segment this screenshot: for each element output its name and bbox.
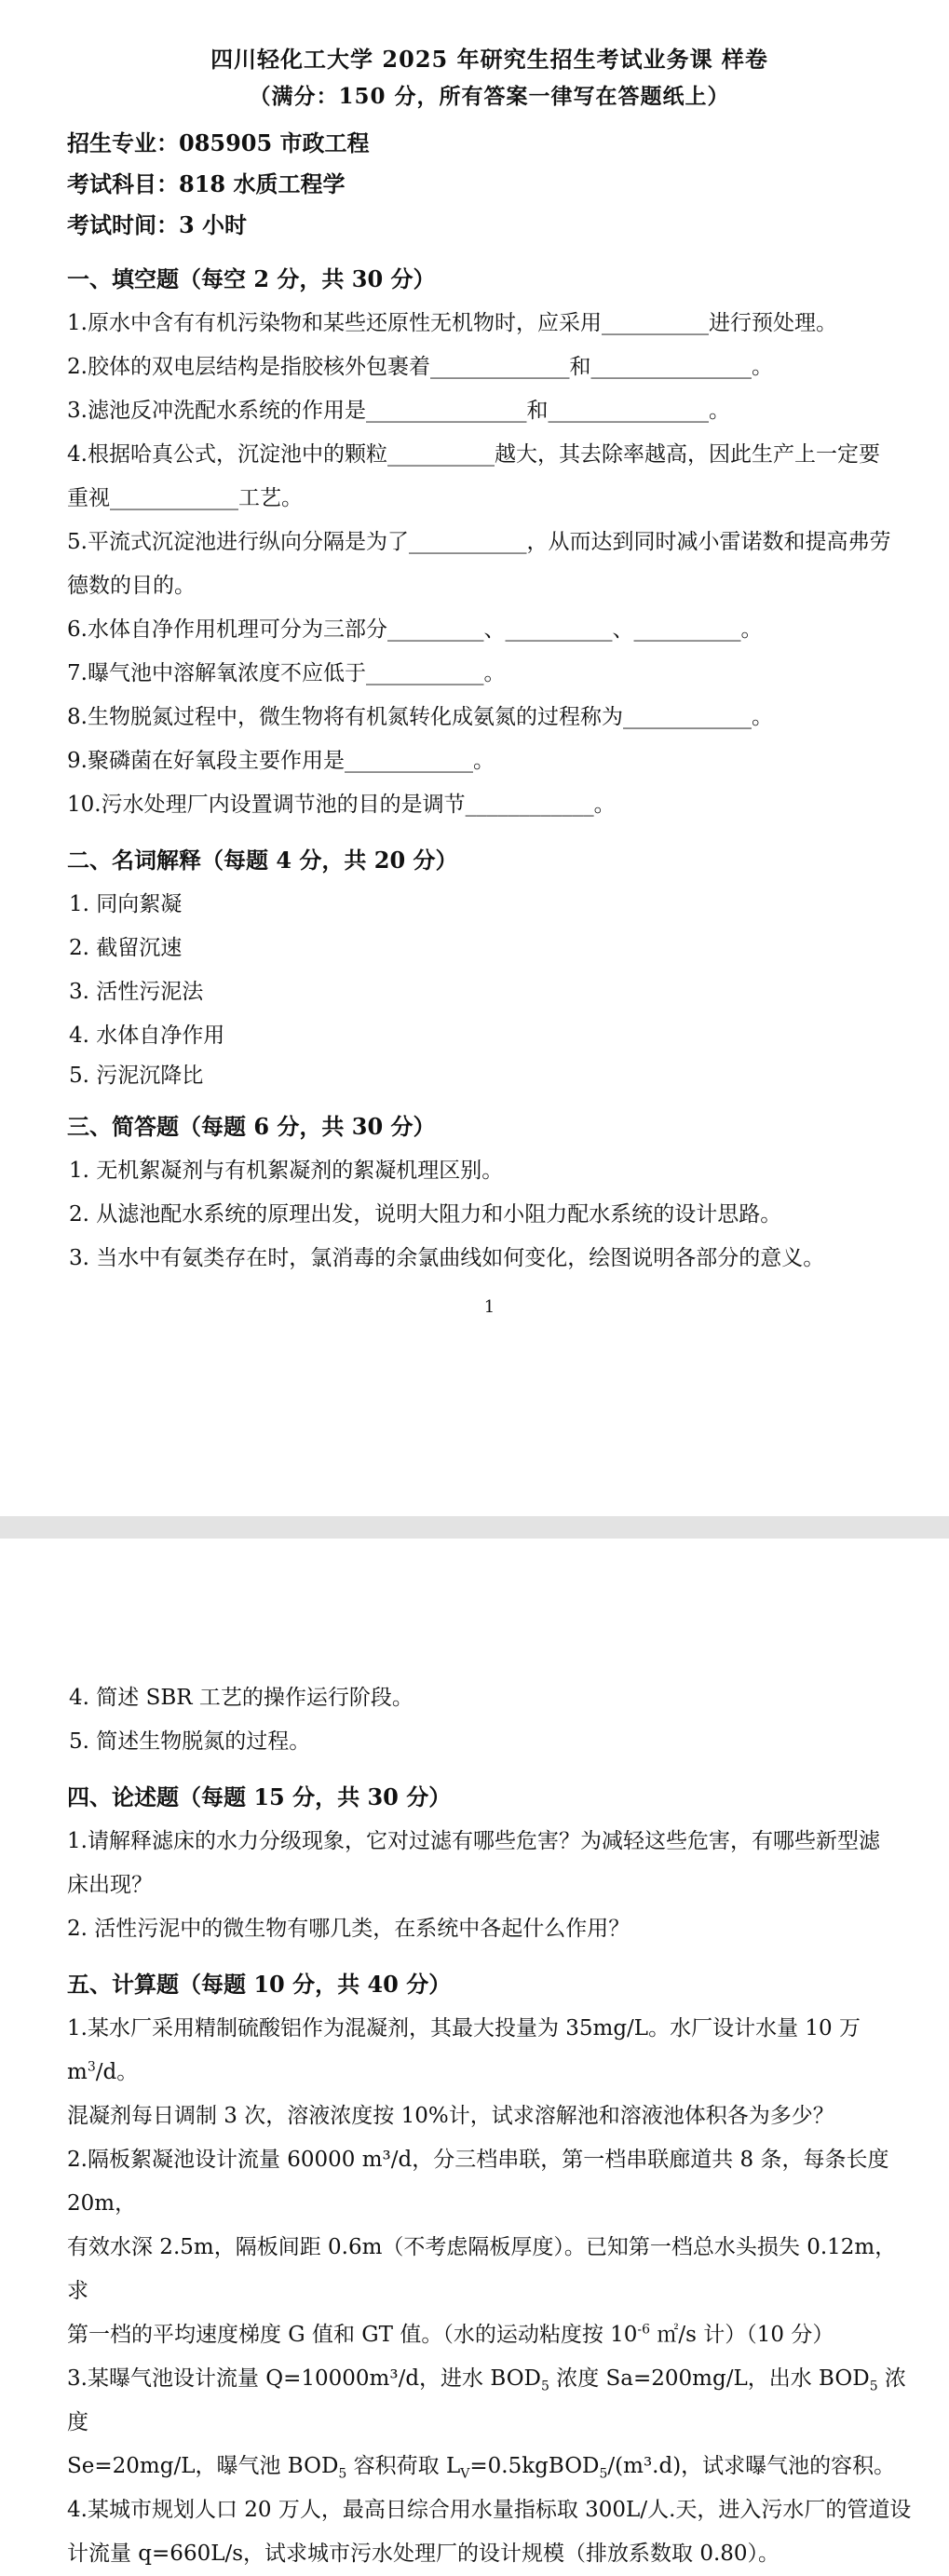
exam-title: 四川轻化工大学 2025 年研究生招生考试业务课 样卷 (210, 46, 768, 73)
essay-item: 1.请解释滤床的水力分级现象，它对过滤有哪些危害？为减轻这些危害，有哪些新型滤 (67, 1829, 880, 1853)
exam-page-2 (0, 1539, 949, 2566)
term-item: 1. 同向絮凝 (69, 892, 183, 916)
fill-item: 5.平流式沉淀池进行纵向分隔是为了___________，从而达到同时减小雷诺数和提高弗劳 (67, 530, 891, 554)
fill-item: 9.聚磷菌在好氧段主要作用是____________。 (67, 749, 495, 773)
essay-item: 床出现？ (67, 1873, 153, 1897)
fill-item: 10.污水处理厂内设置调节池的目的是调节____________。 (67, 793, 616, 817)
fill-item: 2.胶体的双电层结构是指胶核外包裹着_____________和_______________。 (67, 355, 773, 379)
fill-item: 德数的目的。 (67, 574, 196, 598)
term-item: 4. 水体自净作用 (69, 1024, 225, 1048)
section-short-heading: 三、简答题（每题 6 分，共 30 分） (67, 1113, 436, 1140)
short-item: 3. 当水中有氨类存在时，氯消毒的余氯曲线如何变化，绘图说明各部分的意义。 (69, 1246, 825, 1270)
fill-item: 8.生物脱氮过程中，微生物将有机氮转化成氨氮的过程称为____________。 (67, 705, 773, 729)
calc-item-1-line: 1.某水厂采用精制硫酸铝作为混凝剂，其最大投量为 35mg/L。水厂设计水量 10 万 $m^3/d$。 (67, 2016, 861, 2084)
major-line: 招生专业：085905 市政工程 (67, 129, 370, 156)
short-item: 2. 从滤池配水系统的原理出发，说明大阻力和小阻力配水系统的设计思路。 (69, 1202, 782, 1227)
term-item: 2. 截留沉速 (69, 936, 183, 960)
section-fill-heading: 一、填空题（每空 2 分，共 30 分） (67, 265, 436, 292)
exam-subtitle: （满分：150 分，所有答案一律写在答题纸上） (249, 84, 730, 109)
fill-item: 重视____________工艺。 (67, 486, 303, 510)
page-separator (0, 1516, 949, 1539)
fill-item: 4.根据哈真公式，沉淀池中的颗粒__________越大，其去除率越高，因此生产上一定要 (67, 442, 880, 467)
short-item: 5. 简述生物脱氮的过程。 (69, 1729, 311, 1754)
fill-item: 3.滤池反冲洗配水系统的作用是_______________和_______________。 (67, 399, 730, 423)
calc-item-2-line: 第一档的平均速度梯度 G 值和 GT 值。（水的运动粘度按 $10^{-6}$ ㎡/s 计）（10 分） (67, 2322, 834, 2347)
term-item: 5. 污泥沉降比 (69, 1064, 204, 1088)
fill-item: 1.原水中含有有机污染物和某些还原性无机物时，应采用__________进行预处理。 (67, 311, 837, 335)
calc-item-3-line: Se=20mg/L，曝气池 $BOD_5$ 容积荷取 $L_V=0.5kgBOD_5/(m^3.d)$，试求曝气池的容积。 (67, 2454, 896, 2482)
term-item: 3. 活性污泥法 (69, 980, 204, 1004)
page-number: 1 (483, 1297, 495, 1317)
calc-item-2-line: 2.隔板絮凝池设计流量 60000 m³/d，分三档串联，第一档串联廊道共 8 条，每条长度 20m， (67, 2148, 889, 2216)
fill-item: 7.曝气池中溶解氧浓度不应低于___________。 (67, 661, 506, 685)
calc-item-2-line: 有效水深 2.5m，隔板间距 0.6m（不考虑隔板厚度）。已知第一档总水头损失 0.12m，求 (67, 2235, 897, 2303)
short-item: 1. 无机絮凝剂与有机絮凝剂的絮凝机理区别。 (69, 1159, 504, 1183)
section-terms-heading: 二、名词解释（每题 4 分，共 20 分） (67, 847, 458, 874)
calc-item-4-line: 4.某城市规划人口 20 万人，最高日综合用水量指标取 300L/人.天，进入污水厂的管道设 (67, 2498, 912, 2522)
section-calc-heading: 五、计算题（每题 10 分，共 40 分） (67, 1971, 452, 1998)
calc-item-3-line: 3.某曝气池设计流量 Q=10000m³/d，进水 $BOD_5$ 浓度 Sa=200mg/L，出水 $BOD_5$ 浓度 (67, 2366, 906, 2434)
time-line: 考试时间：3 小时 (67, 211, 248, 238)
essay-item: 2. 活性污泥中的微生物有哪几类，在系统中各起什么作用？ (67, 1917, 630, 1941)
fill-item: 6.水体自净作用机理可分为三部分_________、__________、__________。 (67, 617, 763, 642)
calc-item-4-line: 计流量 q=660L/s，试求城市污水处理厂的设计规模（排放系数取 0.80）。 (67, 2542, 780, 2566)
short-item: 4. 简述 SBR 工艺的操作运行阶段。 (69, 1686, 413, 1710)
calc-item-1-line: 混凝剂每日调制 3 次，溶液浓度按 10%计，试求溶解池和溶液池体积各为多少？ (67, 2104, 834, 2128)
subject-line: 考试科目：818 水质工程学 (67, 170, 346, 197)
section-essay-heading: 四、论述题（每题 15 分，共 30 分） (67, 1783, 452, 1810)
